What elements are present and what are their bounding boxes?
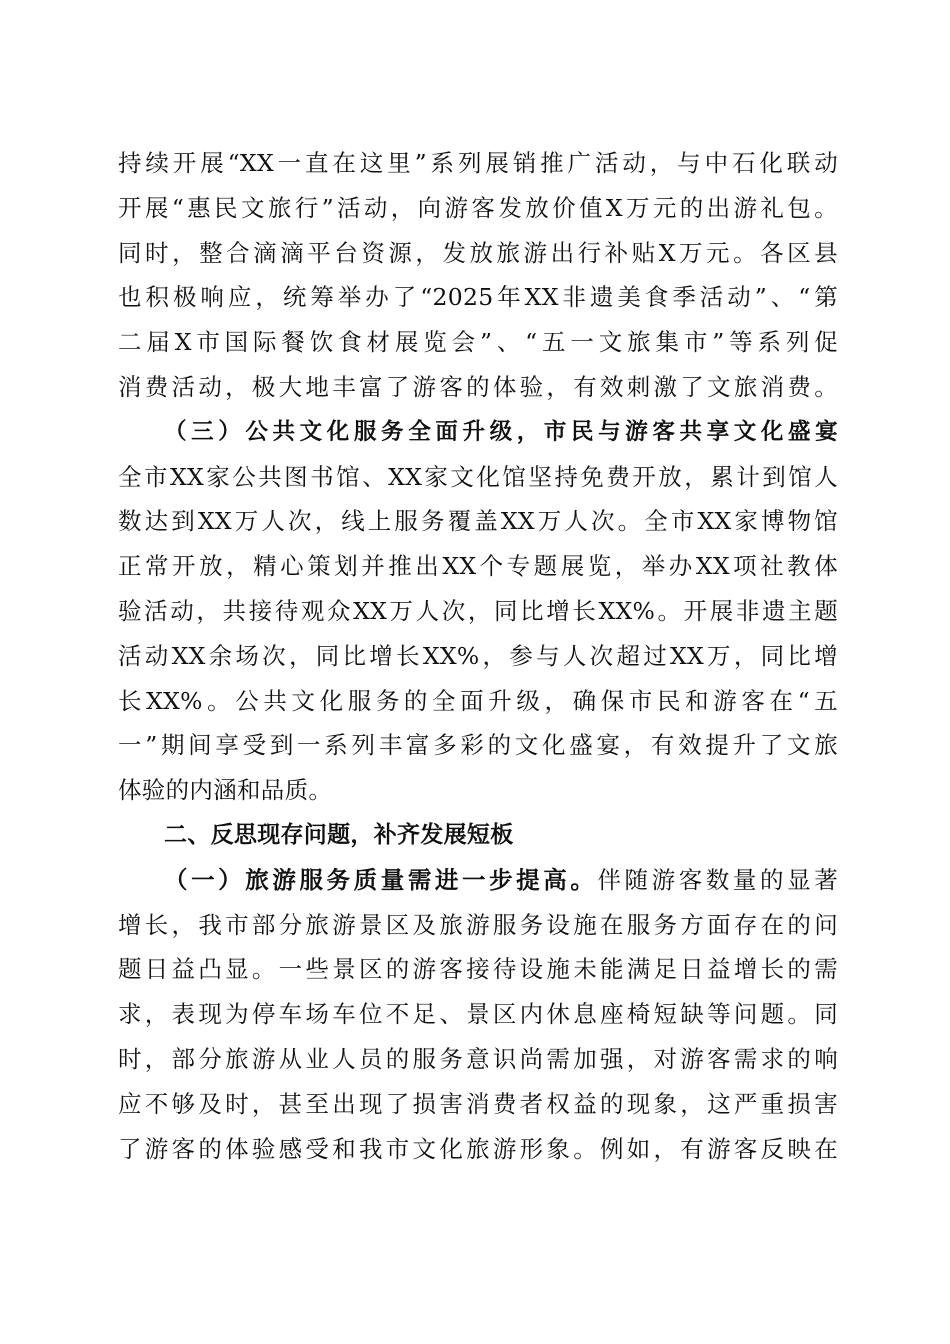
paragraph-line: 持续开展“XX一直在这里”系列展销推广活动，与中石化联动: [118, 149, 838, 177]
paragraph-line: 题日益凸显。一些景区的游客接待设施未能满足日益增长的需: [118, 955, 838, 984]
paragraph-line: 开展“惠民文旅行”活动，向游客发放价值X万元的出游礼包。: [118, 193, 838, 222]
paragraph-line: 验活动，共接待观众XX万人次，同比增长XX%。开展非遗主题: [118, 596, 838, 625]
paragraph-line: 应不够及时，甚至出现了损害消费者权益的现象，这严重损害: [118, 1089, 838, 1118]
paragraph-line: 全市XX家公共图书馆、XX家文化馆坚持免费开放，累计到馆人: [118, 462, 838, 491]
paragraph-first-line-rest: 伴随游客数量的显著: [597, 865, 838, 894]
paragraph-line: 增长，我市部分旅游景区及旅游服务设施在服务方面存在的问: [118, 910, 838, 939]
subheading-public-culture: （三）公共文化服务全面升级，市民与游客共享文化盛宴: [164, 418, 838, 445]
paragraph-line: 体验的内涵和品质。: [118, 776, 333, 805]
paragraph-line: 消费活动，极大地丰富了游客的体验，有效刺激了文旅消费。: [118, 372, 838, 401]
paragraph-line: 一”期间享受到一系列丰富多彩的文化盛宴，有效提升了文旅: [118, 731, 838, 760]
paragraph-first-line: [118, 858, 838, 903]
paragraph-line: 活动XX余场次，同比增长XX%，参与人次超过XX万，同比增: [118, 641, 838, 670]
paragraph-line: 二届X市国际餐饮食材展览会”、“五一文旅集市”等系列促: [118, 328, 838, 357]
paragraph-line: 同时，整合滴滴平台资源，发放旅游出行补贴X万元。各区县: [118, 238, 838, 267]
section-heading: 二、反思现存问题，补齐发展短板: [164, 821, 514, 848]
paragraph-line: 了游客的体验感受和我市文化旅游形象。例如，有游客反映在: [118, 1134, 838, 1163]
paragraph-line: 求，表现为停车场车位不足、景区内休息座椅短缺等问题。同: [118, 1000, 838, 1029]
document-body: [118, 141, 838, 1171]
paragraph-line: 正常开放，精心策划并推出XX个专题展览，举办XX项社教体: [118, 552, 838, 581]
paragraph-line: 数达到XX万人次，线上服务覆盖XX万人次。全市XX家博物馆: [118, 507, 838, 536]
paragraph-line: 也积极响应，统筹举办了“2025年XX非遗美食季活动”、“第: [118, 283, 838, 312]
paragraph-lead: （一）旅游服务质量需进一步提高。: [164, 865, 598, 894]
paragraph-line: 时，部分旅游从业人员的服务意识尚需加强，对游客需求的响: [118, 1044, 838, 1073]
paragraph-line: 长XX%。公共文化服务的全面升级，确保市民和游客在“五: [118, 686, 838, 715]
